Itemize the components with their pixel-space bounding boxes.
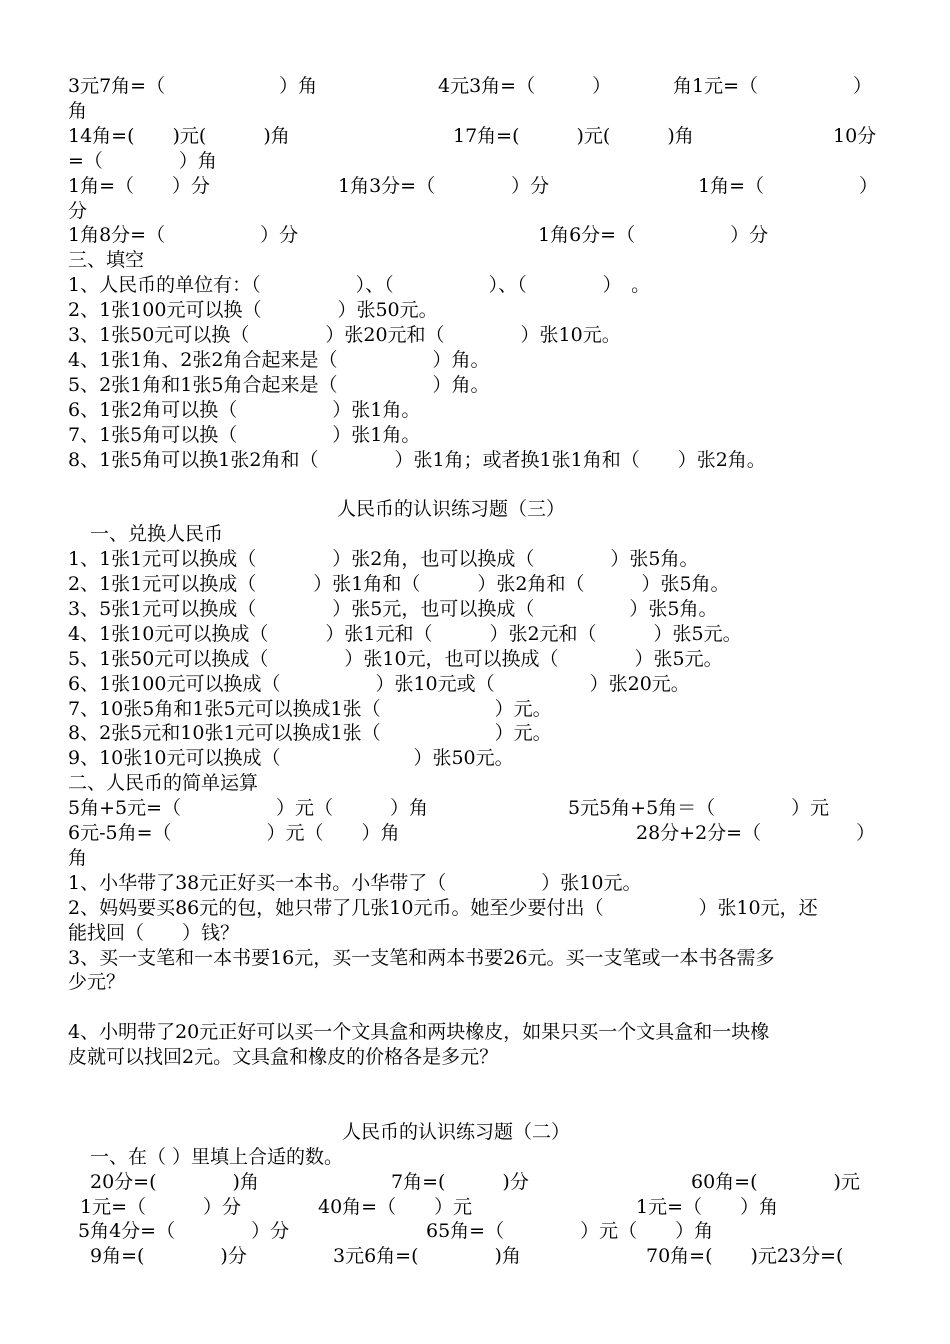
worksheet-text-line: 1、1张1元可以换成（ ）张2角，也可以换成（ ）张5角。 — [68, 548, 699, 571]
worksheet-text-line: 2、妈妈要买86元的包，她只带了几张10元币。她至少要付出（ ）张10元，还 — [68, 896, 818, 919]
worksheet-text-line: 3、买一支笔和一本书要16元，买一支笔和两本书要26元。买一支笔或一本书各需多 — [68, 946, 775, 969]
worksheet-text-line: 角1元=（ ） — [673, 75, 873, 97]
worksheet-text-line: 6元-5角=（ ）元（ ）角 — [68, 822, 400, 844]
worksheet-text-line: 9角=( )分 — [90, 1245, 247, 1268]
worksheet-text-line: 40角=（ ）元 — [318, 1195, 473, 1218]
worksheet-text-line: 5角+5元=（ ）元（ ）角 — [68, 797, 429, 820]
worksheet-text-line: 三、填空 — [68, 249, 145, 272]
worksheet-text-line: 3元7角=（ ）角 — [68, 75, 318, 97]
worksheet-text-line: 皮就可以找回2元。文具盒和橡皮的价格各是多元？ — [68, 1046, 499, 1069]
worksheet-text-line: 5角4分=（ ）分 — [78, 1220, 290, 1243]
worksheet-text-line: 60角=( )元 — [691, 1170, 860, 1193]
worksheet-text-line: 7角=( )分 — [391, 1170, 529, 1193]
worksheet-text-line: 17角=( )元( )角 — [453, 124, 694, 147]
worksheet-text-line: 28分+2分=（ ） — [636, 822, 876, 844]
worksheet-text-line: 9、10张10元可以换成（ ）张50元。 — [68, 747, 514, 770]
worksheet-text-line: 人民币的认识练习题（二） — [342, 1120, 571, 1143]
worksheet-text-line: 2、1张100元可以换（ ）张50元。 — [68, 299, 438, 322]
worksheet-text-line: 1元=（ ）角 — [636, 1195, 779, 1218]
worksheet-text-line: 8、2张5元和10张1元可以换成1张（ ）元。 — [68, 722, 552, 745]
worksheet-text-line: 4元3角=（ ） — [438, 75, 612, 97]
worksheet-text-line: 分 — [68, 199, 88, 222]
worksheet-text-line: 人民币的认识练习题（三） — [337, 498, 566, 521]
worksheet-text-line: 角 — [68, 99, 88, 122]
worksheet-text-line: 二、人民币的简单运算 — [68, 772, 259, 795]
worksheet-text-line: 6、1张2角可以换（ ）张1角。 — [68, 398, 421, 421]
worksheet-text-line: 1、小华带了38元正好买一本书。小华带了（ ）张10元。 — [68, 871, 642, 894]
worksheet-text-line: 7、10张5角和1张5元可以换成1张（ ）元。 — [68, 697, 552, 720]
worksheet-text-line: 14角=( )元( )角 — [68, 124, 290, 147]
worksheet-text-line: 角 — [68, 846, 88, 869]
worksheet-text-line: 4、1张1角、2张2角合起来是（ ）角。 — [68, 348, 490, 371]
worksheet-text-line: 1角=（ ） — [698, 174, 879, 197]
worksheet-text-line: 6、1张100元可以换成（ ）张10元或（ ）张20元。 — [68, 672, 690, 695]
worksheet-text-line: 1、人民币的单位有：（ ）、（ ）、（ ） 。 — [68, 274, 651, 297]
worksheet-text-line: 4、小明带了20元正好可以买一个文具盒和两块橡皮，如果只买一个文具盒和一块橡 — [68, 1021, 770, 1044]
worksheet-text-line: 2、1张1元可以换成（ ）张1角和（ ）张2角和（ ）张5角。 — [68, 573, 730, 595]
worksheet-text-line: 1元=（ ）分 — [80, 1195, 242, 1218]
worksheet-text-line: 65角=（ ）元（ ）角 — [426, 1220, 714, 1243]
worksheet-text-line: 1角3分=（ ）分 — [338, 174, 550, 197]
worksheet-text-line: 一、在（ ）里填上合适的数。 — [90, 1145, 344, 1168]
worksheet-text-line: 5、1张50元可以换成（ ）张10元，也可以换成（ ）张5元。 — [68, 647, 723, 670]
worksheet-text-line: 8、1张5角可以换1张2角和（ ）张1角；或者换1张1角和（ ）张2角。 — [68, 448, 766, 471]
worksheet-text-line: 一、兑换人民币 — [90, 523, 224, 546]
worksheet-text-line: 少元？ — [68, 971, 126, 994]
worksheet-text-line: 3元6角=( )角 — [333, 1245, 521, 1268]
worksheet-text-line: 10分 — [833, 124, 877, 147]
worksheet-text-line: 1角8分=（ ）分 — [68, 224, 299, 247]
worksheet-text-line: 7、1张5角可以换（ ）张1角。 — [68, 423, 421, 446]
worksheet-text-line: =（ ）角 — [68, 149, 217, 172]
worksheet-text-line: 4、1张10元可以换成（ ）张1元和（ ）张2元和（ ）张5元。 — [68, 622, 742, 645]
worksheet-text-line: 1角=（ ）分 — [68, 174, 211, 197]
worksheet-text-line: 70角=( )元23分=( — [646, 1245, 844, 1268]
worksheet-text-line: 3、1张50元可以换（ ）张20元和（ ）张10元。 — [68, 324, 621, 346]
worksheet-text-line: 3、5张1元可以换成（ ）张5元，也可以换成（ ）张5角。 — [68, 597, 718, 620]
worksheet-text-line: 5元5角+5角＝（ ）元 — [568, 797, 830, 820]
worksheet-text-line: 1角6分=（ ）分 — [538, 224, 769, 247]
worksheet-text-line: 5、2张1角和1张5角合起来是（ ）角。 — [68, 373, 490, 396]
worksheet-text-line: 能找回（ ）钱？ — [68, 921, 240, 944]
worksheet-text-line: 20分=( )角 — [90, 1170, 259, 1193]
